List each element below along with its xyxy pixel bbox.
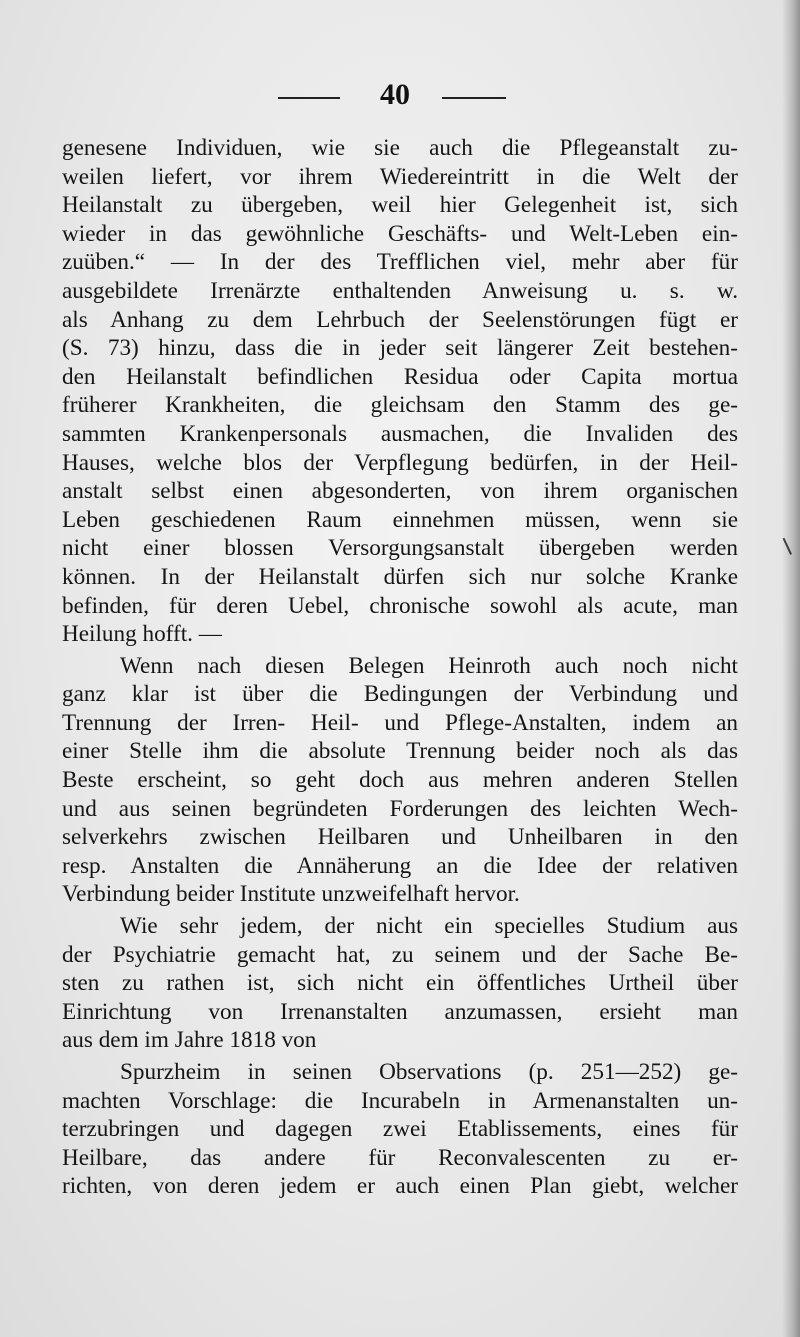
text-line: anstalt selbst einen abgesonderten, von ihrem organischen xyxy=(62,478,738,505)
body-text xyxy=(62,134,738,1201)
text-line: weilen liefert, vor ihrem Wiedereintritt in die Welt der xyxy=(62,163,738,190)
text-line: befinden, für deren Uebel, chronische sowohl als acute, man xyxy=(62,592,738,619)
text-line: Beste erscheint, so geht doch aus mehren anderen Stellen xyxy=(62,767,738,794)
text-line: nicht einer blossen Versorgungsanstalt übergeben werden xyxy=(62,535,738,562)
text-line: Heilanstalt zu übergeben, weil hier Gelegenheit ist, sich xyxy=(62,192,738,219)
text-line: genesene Individuen, wie sie auch die Pflegeanstalt zu- xyxy=(62,135,738,161)
page-number: 40 xyxy=(380,78,410,111)
text-line: sammten Krankenpersonals ausmachen, die Invaliden des xyxy=(62,420,738,447)
text-line: Heilbare, das andere für Reconvalescenten zu er- xyxy=(62,1144,738,1171)
text-line: Verbindung beider Institute unzweifelhaft hervor. xyxy=(62,881,520,908)
text-line: Hauses, welche blos der Verpflegung bedürfen, in der Heil- xyxy=(62,449,738,476)
text-line: Heilung hofft. — xyxy=(62,621,222,648)
text-line: können. In der Heilanstalt dürfen sich nur solche Kranke xyxy=(62,563,738,590)
text-line: den Heilanstalt befindlichen Residua oder Capita mortua xyxy=(62,363,738,390)
text-line: einer Stelle ihm die absolute Trennung beider noch als das xyxy=(62,738,738,765)
text-line: als Anhang zu dem Lehrbuch der Seelenstörungen fügt er xyxy=(62,306,738,333)
text-line: ganz klar ist über die Bedingungen der Verbindung und xyxy=(62,681,738,708)
text-line: Wie sehr jedem, der nicht ein specielles Studium aus xyxy=(120,913,738,940)
text-line: Leben geschiedenen Raum einnehmen müssen, wenn sie xyxy=(62,506,738,533)
text-line: machten Vorschlage: die Incurabeln in Armenanstalten un- xyxy=(62,1087,738,1114)
text-line: richten, von deren jedem er auch einen Plan giebt, welcher xyxy=(62,1173,738,1200)
text-line: der Psychiatrie gemacht hat, zu seinem und der Sache Be- xyxy=(62,941,738,968)
text-line: Trennung der Irren- Heil- und Pflege-Anstalten, indem an xyxy=(62,709,738,736)
text-line: terzubringen und dagegen zwei Etablissements, eines für xyxy=(62,1116,738,1143)
text-line: resp. Anstalten die Annäherung an die Idee der relativen xyxy=(62,852,738,879)
text-line: Wenn nach diesen Belegen Heinroth auch noch nicht xyxy=(120,652,738,679)
header-rule-left xyxy=(278,97,340,99)
text-line: Einrichtung von Irrenanstalten anzumassen, ersieht man xyxy=(62,998,738,1025)
text-line: selverkehrs zwischen Heilbaren und Unheilbaren in den xyxy=(62,824,738,851)
text-line: und aus seinen begründeten Forderungen des leichten Wech- xyxy=(62,795,738,822)
text-line: zuüben.“ — In der des Trefflichen viel, mehr aber für xyxy=(62,249,738,276)
text-line: sten zu rathen ist, sich nicht ein öffentliches Urtheil über xyxy=(62,970,738,997)
header-rule-right xyxy=(442,97,506,99)
text-line: aus dem im Jahre 1818 von xyxy=(62,1027,317,1054)
text-line: wieder in das gewöhnliche Geschäfts- und Welt-Leben ein- xyxy=(62,220,738,247)
margin-mark xyxy=(783,535,798,555)
text-line: Spurzheim in seinen Observations (p. 251—252) ge- xyxy=(120,1059,738,1085)
text-line: ausgebildete Irrenärzte enthaltenden Anweisung u. s. w. xyxy=(62,277,738,304)
page-header xyxy=(0,78,800,114)
text-line: früherer Krankheiten, die gleichsam den Stamm des ge- xyxy=(62,392,738,419)
text-line: (S. 73) hinzu, dass die in jeder seit längerer Zeit bestehen- xyxy=(62,335,738,362)
